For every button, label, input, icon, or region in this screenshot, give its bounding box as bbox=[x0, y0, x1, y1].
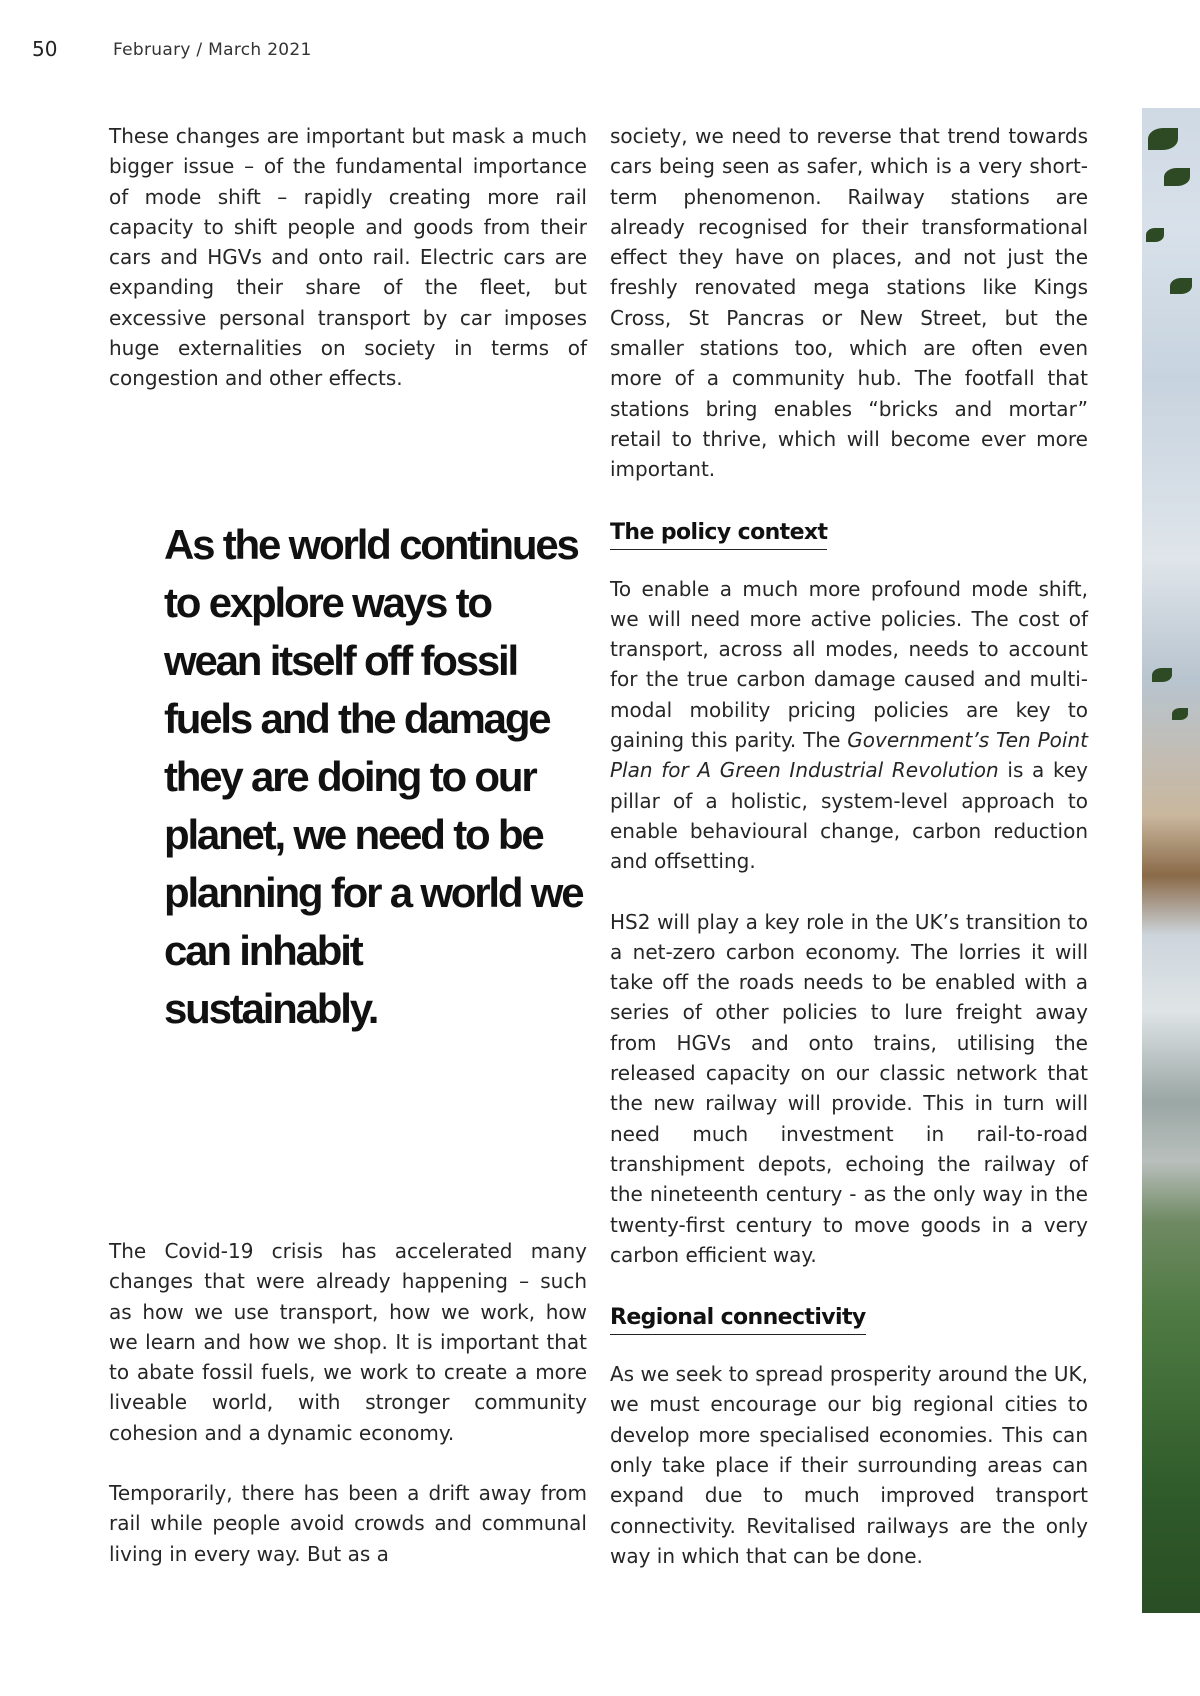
continuation-paragraph: society, we need to reverse that trend towards cars being seen as safer, which is a very short-term phenomenon. Railway stations are already recognised for their transformational effect they have on places, and not just the freshly renovated mega stations like Kings Cross, St Pancras or New Street, but the smaller stations too, which are often even more of a community hub. The footfall that stations bring enables “bricks and mortar” retail to thrive, which will become ever more important. bbox=[610, 124, 1088, 482]
foliage-shape bbox=[1146, 228, 1164, 242]
intro-paragraph: These changes are important but mask a much bigger issue – of the fundamental importance of mode shift – rapidly creating more rail capacity to shift people and goods from their cars and HGVs and onto rail. Electric cars are expanding their share of the fleet, but excessive personal transport by car imposes huge externalities on society in terms of congestion and other effects. bbox=[109, 124, 587, 391]
policy-paragraph-1 bbox=[610, 574, 1088, 877]
left-column-top bbox=[109, 121, 587, 394]
ten-point-plan-title: Government’s Ten Point Plan for A Green Industrial Revolution bbox=[610, 728, 1088, 783]
foliage-shape bbox=[1170, 278, 1192, 294]
covid-paragraph: The Covid-19 crisis has accelerated many changes that were already happening – such as how we use transport, how we work, how we learn and how we shop. It is important that to abate fossil fuels, we work to create a more liveable world, with stronger community cohesion and a dynamic economy. bbox=[109, 1239, 587, 1445]
policy-paragraph-2: HS2 will play a key role in the UK’s transition to a net-zero carbon economy. The lorries it will take off the roads needs to be enabled with a series of other policies to lure freight away from HGVs and onto trains, utilising the released capacity on our classic network that the new railway will provide. This in turn will need much investment in rail-to-road transhipment depots, echoing the railway of the nineteenth century - as the only way in the twenty-first century to move goods in a very carbon efficient way. bbox=[610, 909, 1088, 1267]
right-column bbox=[610, 121, 1088, 1571]
left-column-bottom bbox=[109, 1236, 587, 1569]
issue-date: February / March 2021 bbox=[113, 40, 312, 60]
policy-text-a: To enable a much more profound mode shift, we will need more active policies. The cost of transport, across all modes, needs to account for the true carbon damage caused and multi-modal mobility pricing policies are key to gaining this parity. The bbox=[610, 576, 1088, 753]
photo-strip bbox=[1142, 108, 1200, 1613]
policy-text-b: is a key pillar of a holistic, system-level approach to enable behavioural change, carbon reduction and offsetting. bbox=[610, 758, 1088, 874]
foliage-shape bbox=[1148, 128, 1178, 150]
foliage-shape bbox=[1164, 168, 1190, 186]
page-number: 50 bbox=[32, 37, 58, 61]
temporarily-paragraph: Temporarily, there has been a drift away from rail while people avoid crowds and communal living in every way. But as a bbox=[109, 1481, 587, 1566]
regional-paragraph: As we seek to spread prosperity around the UK, we must encourage our big regional cities to develop more specialised economies. This can only take place if their surrounding areas can expand due to much improved transport connectivity. Revitalised railways are the only way in which that can be done. bbox=[610, 1362, 1088, 1568]
regional-connectivity-heading: Regional connectivity bbox=[610, 1302, 866, 1335]
policy-context-heading: The policy context bbox=[610, 517, 827, 550]
foliage-shape bbox=[1172, 708, 1188, 720]
pull-quote: As the world continues to explore ways to wean itself off fossil fuels and the damage they are doing to our planet, we need to be planning for a world we can inhabit sustainably. bbox=[164, 521, 583, 1032]
foliage-shape bbox=[1152, 668, 1172, 682]
